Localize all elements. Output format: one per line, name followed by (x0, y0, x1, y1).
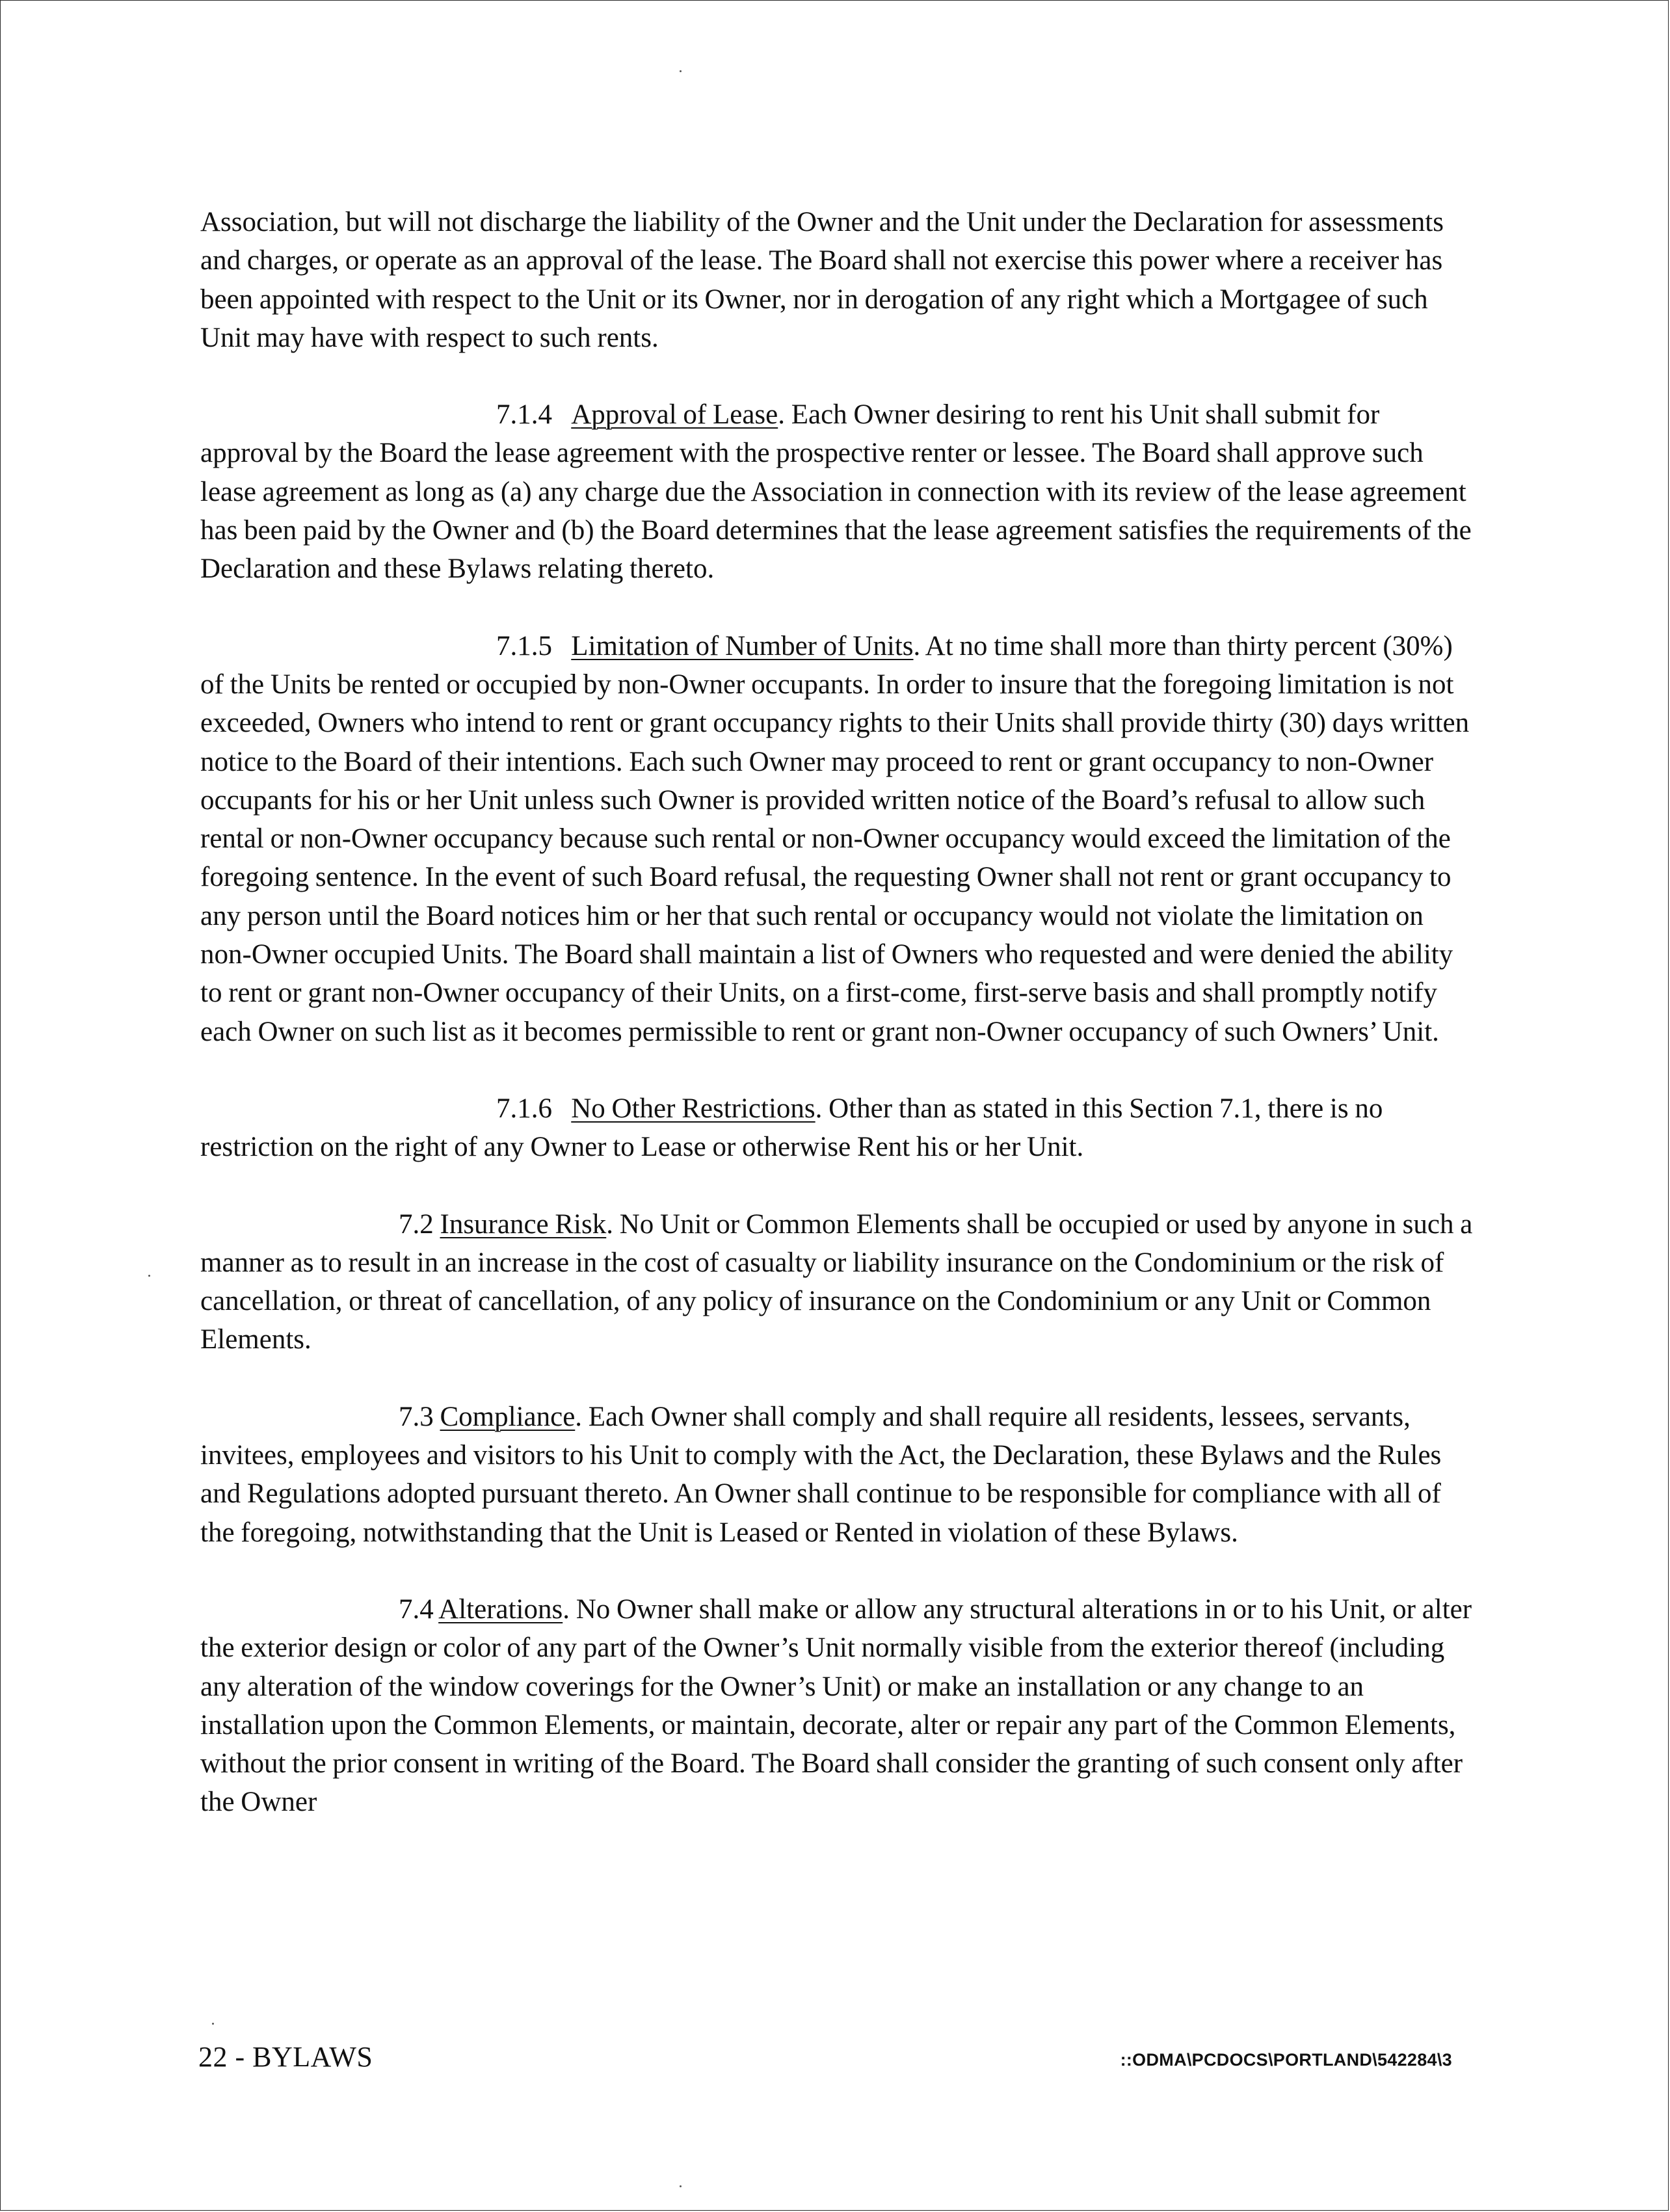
section-number: 7.4 (399, 1593, 434, 1625)
section-body: . No Owner shall make or allow any structural alterations in or to his Unit, or alter the exterior design or color of any part of the Owner’s Unit normally visible from the exterior thereof (including any alteration of the window coverings for the Owner’s Unit) or make an installation or any change to an installation upon the Common Elements, or maintain, decorate, alter or repair any part of the Common Elements, without the prior consent in writing of the Board. The Board shall consider the granting of such consent only after the Owner (200, 1593, 1472, 1818)
section-heading: Alterations (438, 1593, 563, 1625)
section-7-1-5 (200, 627, 1479, 1051)
section-heading: Insurance Risk (440, 1208, 607, 1240)
document-path-footer: ::ODMA\PCDOCS\PORTLAND\542284\3 (1120, 2050, 1452, 2070)
scan-speck (212, 2023, 214, 2025)
scan-speck (148, 1275, 150, 1277)
scan-speck (680, 70, 682, 72)
section-number: 7.1.4 (496, 399, 552, 431)
section-body: . Other than as stated in this Section 7.1, there is no restriction on the right of any Owner to Lease or otherwise Rent his or her Unit. (200, 1093, 1383, 1163)
section-heading: Approval of Lease (571, 399, 778, 431)
section-heading: No Other Restrictions (571, 1093, 815, 1124)
section-body: . Each Owner desiring to rent his Unit shall submit for approval by the Board the lease agreement with the prospective renter or lessee. The Board shall approve such lease agreement as long as (a) any charge due the Association in connection with its review of the lease agreement has been paid by the Owner and (b) the Board determines that the lease agreement satisfies the requirements of the Declaration and these Bylaws relating thereto. (200, 399, 1472, 585)
section-7-3 (200, 1398, 1479, 1552)
section-7-1-4 (200, 395, 1479, 588)
document-body (200, 203, 1479, 1860)
section-number: 7.1.6 (496, 1093, 552, 1124)
section-7-1-6 (200, 1089, 1479, 1167)
section-7-2 (200, 1205, 1479, 1359)
section-body: . At no time shall more than thirty percent (30%) of the Units be rented or occupied by non-Owner occupants. In order to insure that the foregoing limitation is not exceeded, Owners who intend to rent or grant occupancy rights to their Units shall provide thirty (30) days written notice to the Board of their intentions. Each such Owner may proceed to rent or grant occupancy to non-Owner occupants for his or her Unit unless such Owner is provided written notice of the Board’s refusal to allow such rental or non-Owner occupancy because such rental or non-Owner occupancy would exceed the limitation of the foregoing sentence. In the event of such Board refusal, the requesting Owner shall not rent or grant occupancy to any person until the Board notices him or her that such rental or occupancy would not violate the limitation on non-Owner occupied Units. The Board shall maintain a list of Owners who requested and were denied the ability to rent or grant non-Owner occupancy of their Units, on a first-come, first-serve basis and shall promptly notify each Owner on such list as it becomes permissible to rent or grant non-Owner occupancy of such Owners’ Unit. (200, 630, 1470, 1047)
section-number: 7.2 (399, 1208, 434, 1240)
page-footer-label: 22 - BYLAWS (198, 2041, 373, 2073)
section-heading: Limitation of Number of Units (571, 630, 914, 661)
section-number: 7.1.5 (496, 630, 552, 661)
section-heading: Compliance (440, 1401, 576, 1432)
section-body: . Each Owner shall comply and shall require all residents, lessees, servants, invitees, employees and visitors to his Unit to comply with the Act, the Declaration, these Bylaws and the Rules and Regulations adopted pursuant thereto. An Owner shall continue to be responsible for compliance with all of the foregoing, notwithstanding that the Unit is Leased or Rented in violation of these Bylaws. (200, 1401, 1442, 1548)
section-7-4 (200, 1590, 1479, 1822)
section-body: . No Unit or Common Elements shall be occupied or used by anyone in such a manner as to result in an increase in the cost of casualty or liability insurance on the Condominium or the risk of cancellation, or threat of cancellation, of any policy of insurance on the Condominium or any Unit or Common Elements. (200, 1208, 1473, 1355)
section-number: 7.3 (399, 1401, 434, 1432)
scan-speck (680, 2185, 682, 2187)
paragraph-continuation: Association, but will not discharge the liability of the Owner and the Unit under the Declaration for assessments and charges, or operate as an approval of the lease. The Board shall not exercise this power where a receiver has been appointed with respect to the Unit or its Owner, nor in derogation of any right which a Mortgagee of such Unit may have with respect to such rents. (200, 207, 1444, 353)
